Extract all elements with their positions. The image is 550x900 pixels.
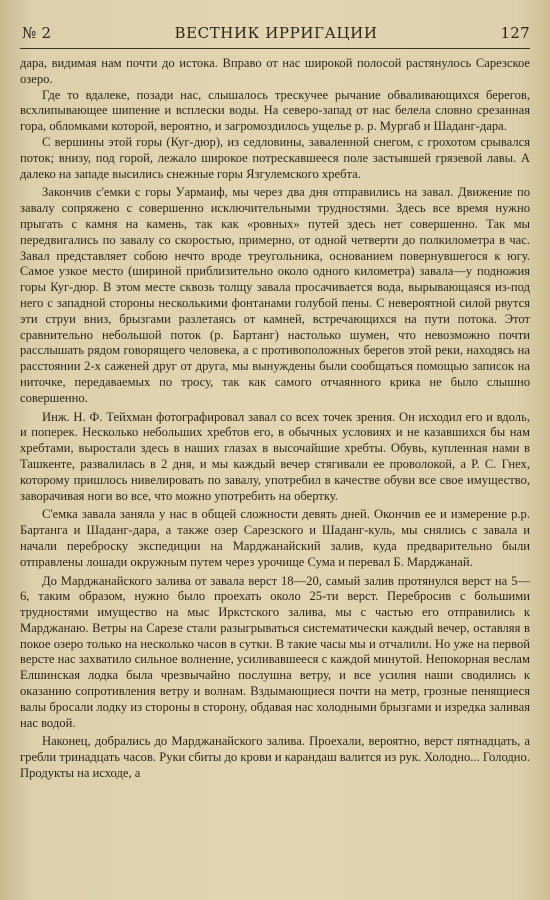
paragraph: С вершины этой горы (Куг-дюр), из седловины, заваленной снегом, с грохотом срывался поток; внизу, под горой, лежало широкое потрескавшееся поле застывшей грязевой лавы. А далеко на западе высились снежные горы Язгулемского хребта. — [20, 134, 530, 181]
issue-number: № 2 — [22, 24, 52, 42]
article-body — [20, 56, 530, 894]
header-rule — [20, 48, 530, 49]
paragraph: Наконец, добрались до Марджанайского залива. Проехали, вероятно, верст пятнадцать, а гребли тринадцать часов. Руки сбиты до крови и карандаш валится из рук. Холодно... Голодно. Продукты на исходе, а — [20, 734, 530, 781]
paragraph: С'емка завала заняла у нас в общей сложности девять дней. Окончив ее и измерение р.р. Бартанга и Шаданг-дара, а также озер Сарезского и Шаданг-куль, мы снялись с завала и начали переброску экспедиции на Марджанайский залив, куда предварительно были отправлены лошади окружным путем через урочище Сума и перевал Б. Марджанай. — [20, 507, 530, 569]
journal-title: ВЕСТНИК ИРРИГАЦИИ — [174, 24, 378, 42]
page-header — [22, 22, 530, 46]
paragraph: До Марджанайского залива от завала верст 18—20, самый залив протянулся верст на 5—6, таким образом, нужно было проехать около 25-ти верст. Перебросив с большими трудностями имущество на мыс Иркстского залива, мы с частью его отправились к Марджанаю. Ветры на Сарезе стали разыгрываться систематически каждый вечер, оставляя в покое озеро только на несколько часов в сутки. В такие часы мы и отчалили. Но уже на первой версте нас захватило сильное волнение, усиливавшееся с каждой минутой. Непокорная веслам Елшинская лодка была чрезвычайно послушна ветру, и все усилия наши сводились к оказанию сопротивления ветру и волнам. Вздымающиеся почти на метр, грозные пенящиеся валы бросали лодку из стороны в сторону, обдавая нас холодными брызгами и изредка заливая нас водой. — [20, 573, 530, 730]
paragraph: дара, видимая нам почти до истока. Вправо от нас широкой полосой растянулось Сарезское озеро. — [20, 56, 530, 86]
paragraph: Где то вдалеке, позади нас, слышалось трескучее рычание обваливающихся берегов, всхлипывающее шипение и всплески воды. На северо-запад от нас белела словно срезанная гора, обломками которой, вероятно, и загромоздилось ущелье р. р. Мургаб и Шаданг-дара. — [20, 87, 530, 134]
paragraph: Инж. Н. Ф. Тейхман фотографировал завал со всех точек зрения. Он исходил его и вдоль, и поперек. Несколько небольших хребтов его, в обычных условиях и не казавшихся бы нам хребтами, выростали здесь в наших глазах в высочайшие хребты. Обувь, купленная нами в Ташкенте, развалилась в 2 дня, и мы каждый вечер стягивали ее проволокой, а Р. С. Гнех, которому пришлось нивелировать по завалу, употребил в качестве обуви все свое имущество, заворачивая ноги во все, что можно употребить на обертку. — [20, 409, 530, 503]
paragraph: Закончив с'емки с горы Уармаиф, мы через два дня отправились на завал. Движение по завалу сопряжено с совершенно исключительными трудностями. Здесь все время нужно прыгать с камня на камень, так как «ровных» путей здесь нет совершенно. Так мы передвигались по завалу со скоростью, примерно, от одной четверти до полкилометра в час. Завал представляет собою нечто вроде треугольника, основанием повернувшегося к югу. Самое узкое место (шириной приблизительно около одного километра) завала—у подножия горы Куг-дюр. В этом месте сквозь толщу завала просачивается вода, вырывающаяся из-под него с западной стороны несколькими фонтанами голубой пены. С невероятной силой рвутся эти струи вниз, брызгами разлетаясь от камней, встречающихся на пути потока. Этот сравнительно небольшой поток (р. Бартанг) настолько шумен, что невозможно почти расслышать рядом говорящего человека, а с противоположных берегов этой реки, находясь на расстоянии 2-х саженей друг от друга, мы вынуждены были сообщаться помощью записок на ниточке, передаваемых по тросу, так как самого отчаянного крика не было слышно совершенно. — [20, 185, 530, 405]
page-number: 127 — [500, 24, 530, 42]
